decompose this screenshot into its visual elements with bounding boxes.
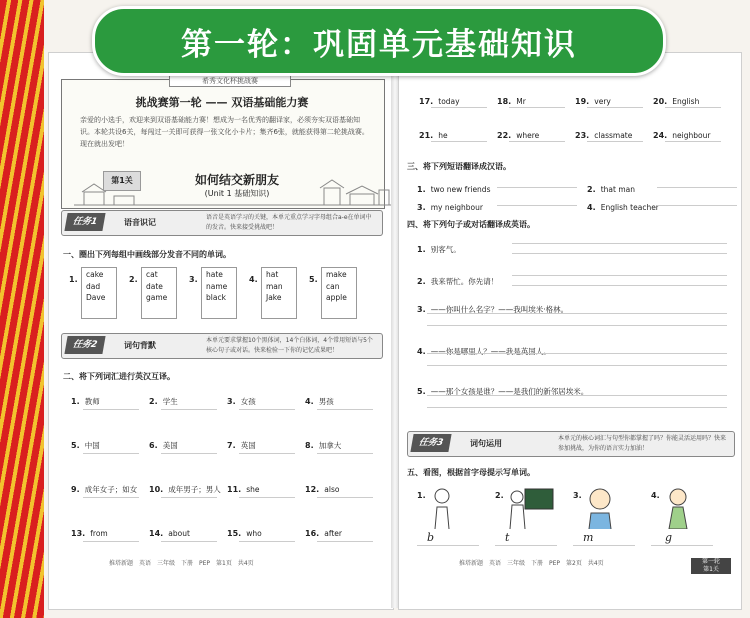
answer-line[interactable] — [161, 409, 217, 410]
q2-item — [149, 521, 190, 540]
answer-line[interactable] — [497, 187, 577, 188]
item-number: 5. — [417, 387, 426, 396]
answer-line[interactable] — [665, 107, 721, 108]
item-text: 英国 — [240, 441, 256, 450]
challenge-text: 亲爱的小选手，欢迎来到双语基础能力赛！想成为一名优秀的翻译家，必须夯实双语基础知识。本轮共设6关，每闯过一关即可获得一张文化小卡片；集齐6张，就能获得第二轮挑战赛。现在就出发吧！ — [80, 116, 369, 148]
word: Dave — [86, 293, 106, 302]
item-number: 20. — [653, 97, 668, 106]
item-number: 24. — [653, 131, 668, 140]
word: hate — [206, 270, 223, 279]
word: make — [326, 270, 347, 279]
q2-item — [227, 433, 256, 452]
task3-desc: 本单元的核心词汇与句型你都掌握了吗？你能灵活运用吗？快来参加挑战，为你的语言实力加油！ — [558, 435, 727, 452]
q4-item — [417, 269, 498, 288]
item-number: 2. — [417, 277, 426, 286]
q4-list — [417, 237, 737, 417]
item-text: after — [324, 529, 343, 538]
q1-group — [69, 267, 106, 302]
q2-item — [71, 389, 100, 408]
group-box — [141, 267, 177, 319]
answer-line[interactable] — [239, 541, 295, 542]
item-number: 6. — [149, 441, 158, 450]
q2-item — [653, 123, 710, 142]
answer-line[interactable] — [431, 141, 487, 142]
item-text: 加拿大 — [318, 441, 342, 450]
q3-heading: 三、将下列短语翻译成汉语。 — [407, 162, 511, 171]
q3-item — [587, 195, 659, 214]
q2-right-grid — [419, 89, 739, 169]
item-text: classmate — [594, 131, 633, 140]
answer-line[interactable] — [509, 141, 565, 142]
item-number: 14. — [149, 529, 164, 538]
item-text: about — [168, 529, 190, 538]
answer-line[interactable] — [512, 275, 727, 276]
task1-bar — [61, 210, 383, 236]
item-number: 4. — [651, 491, 660, 500]
round-banner — [92, 6, 666, 76]
boy-picture-icon — [427, 487, 457, 529]
banner-title: 第一轮：巩固单元基础知识 — [181, 26, 577, 63]
item-text: 别客气。 — [430, 245, 461, 254]
item-text: ——你是哪里人？——我是英国人。 — [430, 347, 551, 356]
answer-line[interactable] — [665, 141, 721, 142]
group-box — [261, 267, 297, 319]
q3-list — [417, 177, 737, 217]
item-number: 23. — [575, 131, 590, 140]
item-number: 2. — [587, 185, 596, 194]
task1-name: 语音识记 — [124, 218, 156, 227]
item-text: 教师 — [84, 397, 100, 406]
item-text: 成年女子；如女 — [84, 485, 138, 494]
task3-bar — [407, 431, 735, 457]
q4-item — [417, 237, 461, 256]
man-picture-icon — [585, 487, 615, 529]
answer-line[interactable] — [161, 541, 217, 542]
answer-line[interactable] — [317, 409, 373, 410]
page-tab — [691, 558, 731, 574]
task1-desc: 语音是英语学习的关键，本单元重点学习字母组合a-e在单词中的发音。快来接受挑战吧！ — [206, 214, 372, 231]
item-number: 4. — [417, 347, 426, 356]
q4-heading: 四、将下列句子或对话翻译成英语。 — [407, 220, 535, 229]
answer-line[interactable] — [317, 453, 373, 454]
q2-item — [149, 389, 178, 408]
item-number: 4. — [305, 397, 314, 406]
item-text: 学生 — [162, 397, 178, 406]
item-number: 10. — [149, 485, 164, 494]
hint-letter: m — [583, 531, 594, 544]
item-text: today — [438, 97, 460, 106]
item-number: 19. — [575, 97, 590, 106]
item-number: 4. — [587, 203, 596, 212]
item-text: English teacher — [600, 203, 659, 212]
answer-line[interactable] — [239, 409, 295, 410]
q5-item — [651, 483, 673, 544]
group-box — [321, 267, 357, 319]
answer-line[interactable] — [587, 141, 643, 142]
word: can — [326, 282, 340, 291]
item-number: 8. — [305, 441, 314, 450]
right-page — [398, 52, 742, 610]
item-number: 3. — [227, 397, 236, 406]
answer-line[interactable] — [317, 541, 373, 542]
answer-line[interactable] — [657, 187, 737, 188]
item-text: my neighbour — [430, 203, 483, 212]
item-number: 11. — [227, 485, 242, 494]
item-number: 3. — [573, 491, 582, 500]
answer-line[interactable] — [427, 407, 727, 408]
q2-item — [71, 477, 137, 496]
item-number: 17. — [419, 97, 434, 106]
answer-line[interactable] — [587, 107, 643, 108]
q2-item — [653, 89, 699, 108]
answer-line[interactable] — [427, 353, 727, 354]
answer-line[interactable] — [512, 243, 727, 244]
lesson-title: 如何结交新朋友 — [194, 173, 279, 187]
decorative-stripes — [0, 0, 44, 618]
item-number: 22. — [497, 131, 512, 140]
item-number: 15. — [227, 529, 242, 538]
q2-item — [575, 123, 632, 142]
item-text: Mr — [516, 97, 526, 106]
answer-line[interactable] — [512, 285, 727, 286]
lesson-badge: 第1关 — [103, 171, 141, 191]
q5-item — [417, 483, 435, 544]
q2-item — [419, 123, 448, 142]
item-text: neighbour — [672, 131, 711, 140]
q2-item — [149, 477, 221, 496]
q1-groups — [69, 267, 389, 327]
item-number: 1. — [417, 245, 426, 254]
q5-item — [495, 483, 510, 544]
q2-item — [305, 433, 341, 452]
answer-line[interactable] — [83, 453, 139, 454]
item-text: who — [246, 529, 262, 538]
q5-item — [573, 483, 594, 544]
hint-letter: b — [427, 531, 435, 544]
item-text: 女孩 — [240, 397, 256, 406]
teacher-picture-icon — [505, 487, 555, 529]
item-number: 2. — [495, 491, 504, 500]
girl-picture-icon — [663, 487, 693, 529]
item-number: 1. — [71, 397, 80, 406]
answer-line[interactable] — [317, 497, 373, 498]
item-number: 1. — [417, 491, 426, 500]
q2-item — [305, 477, 339, 496]
item-number: 5. — [71, 441, 80, 450]
q2-item — [305, 389, 334, 408]
item-text: 中国 — [84, 441, 100, 450]
answer-line[interactable] — [497, 205, 577, 206]
item-text: 我来帮忙。你先请！ — [430, 277, 499, 286]
task2-name: 词句背默 — [124, 341, 156, 350]
task3-name: 词句运用 — [470, 439, 502, 448]
q5-heading: 五、看图，根据首字母提示写单词。 — [407, 468, 535, 477]
answer-line[interactable] — [427, 313, 727, 314]
item-text: English — [672, 97, 700, 106]
group-number: 5. — [309, 275, 318, 284]
answer-line[interactable] — [427, 395, 727, 396]
q3-item — [417, 177, 490, 196]
group-number: 3. — [189, 275, 198, 284]
word: name — [206, 282, 228, 291]
footer-right: 推塔新题 英语 三年级 下册 PEP 第2页 共4页 — [459, 560, 604, 567]
item-number: 7. — [227, 441, 236, 450]
q2-item — [419, 89, 460, 108]
group-number: 1. — [69, 275, 78, 284]
answer-line[interactable] — [83, 541, 139, 542]
answer-line[interactable] — [512, 253, 727, 254]
group-box — [201, 267, 237, 319]
footer-left: 推塔新题 英语 三年级 下册 PEP 第1页 共4页 — [109, 560, 254, 567]
page-tab-top: 第一轮 — [701, 558, 720, 565]
answer-line[interactable] — [573, 545, 635, 546]
left-page — [48, 52, 394, 610]
item-number: 21. — [419, 131, 434, 140]
item-number: 16. — [305, 529, 320, 538]
lesson-subtitle: (Unit 1 基础知识) — [204, 189, 270, 198]
word: black — [206, 293, 226, 302]
q4-item — [417, 339, 551, 358]
item-number: 13. — [71, 529, 86, 538]
word: dad — [86, 282, 101, 291]
hint-letter: t — [505, 531, 510, 544]
item-text: 成年男子；男人 — [168, 485, 221, 494]
answer-line[interactable] — [431, 107, 487, 108]
q2-item — [305, 521, 342, 540]
word: cat — [146, 270, 158, 279]
answer-line[interactable] — [427, 325, 727, 326]
answer-line[interactable] — [239, 497, 295, 498]
item-text: he — [438, 131, 448, 140]
group-box — [81, 267, 117, 319]
q2-item — [575, 89, 611, 108]
answer-line[interactable] — [657, 205, 737, 206]
item-number: 18. — [497, 97, 512, 106]
task3-tag: 任务3 — [410, 434, 451, 452]
answer-line[interactable] — [83, 497, 139, 498]
task2-tag: 任务2 — [64, 336, 105, 354]
q1-group — [309, 267, 347, 302]
word: cake — [86, 270, 104, 279]
page-tab-bottom: 第1关 — [703, 566, 719, 573]
task1-tag: 任务1 — [64, 213, 105, 231]
challenge-title: 挑战赛第一轮 —— 双语基础能力赛 — [135, 96, 309, 109]
word: Jake — [266, 293, 282, 302]
q2-item — [149, 433, 178, 452]
item-number: 1. — [417, 185, 426, 194]
answer-line[interactable] — [417, 545, 479, 546]
word: man — [266, 282, 283, 291]
item-text: two new friends — [430, 185, 491, 194]
q2-heading: 二、将下列词汇进行英汉互译。 — [63, 372, 175, 381]
answer-line[interactable] — [161, 453, 217, 454]
q3-item — [587, 177, 635, 196]
item-text: also — [324, 485, 340, 494]
group-number: 2. — [129, 275, 138, 284]
q1-group — [189, 267, 228, 302]
answer-line[interactable] — [161, 497, 217, 498]
challenge-tag: 希秀文化杯挑战赛 — [169, 75, 291, 87]
answer-line[interactable] — [495, 545, 557, 546]
q2-item — [71, 521, 108, 540]
q2-item — [497, 123, 539, 142]
answer-line[interactable] — [239, 453, 295, 454]
word: hat — [266, 270, 279, 279]
q2-item — [71, 433, 100, 452]
item-text: very — [594, 97, 611, 106]
q2-item — [227, 477, 260, 496]
item-number: 3. — [417, 203, 426, 212]
word: game — [146, 293, 168, 302]
q1-group — [129, 267, 168, 302]
item-text: that man — [600, 185, 635, 194]
q2-item — [227, 389, 256, 408]
task2-desc: 本单元要求掌握10个黑体词，14个白体词，4个常用短语与5个核心句子或对话。快来检验一下你的记忆成果吧！ — [206, 337, 373, 354]
q2-item — [497, 89, 526, 108]
item-text: ——你叫什么名字？——我叫埃米·格林。 — [430, 305, 569, 314]
word: date — [146, 282, 163, 291]
item-text: 美国 — [162, 441, 178, 450]
answer-line[interactable] — [509, 107, 565, 108]
answer-line[interactable] — [83, 409, 139, 410]
q5-pictures — [417, 483, 737, 553]
q1-heading: 一、圈出下列每组中画线部分发音不同的单词。 — [63, 250, 231, 259]
task2-bar — [61, 333, 383, 359]
item-text: she — [246, 485, 260, 494]
q2-item — [227, 521, 262, 540]
item-number: 12. — [305, 485, 320, 494]
item-text: from — [90, 529, 108, 538]
item-number: 3. — [417, 305, 426, 314]
word: apple — [326, 293, 347, 302]
q1-group — [249, 267, 283, 302]
hint-letter: g — [665, 531, 673, 544]
item-number: 2. — [149, 397, 158, 406]
item-number: 9. — [71, 485, 80, 494]
item-text: ——那个女孩是谁？——是我们的新邻居埃米。 — [430, 387, 589, 396]
item-text: where — [516, 131, 540, 140]
q3-item — [417, 195, 483, 214]
answer-line[interactable] — [651, 545, 713, 546]
item-text: 男孩 — [318, 397, 334, 406]
group-number: 4. — [249, 275, 258, 284]
answer-line[interactable] — [427, 365, 727, 366]
